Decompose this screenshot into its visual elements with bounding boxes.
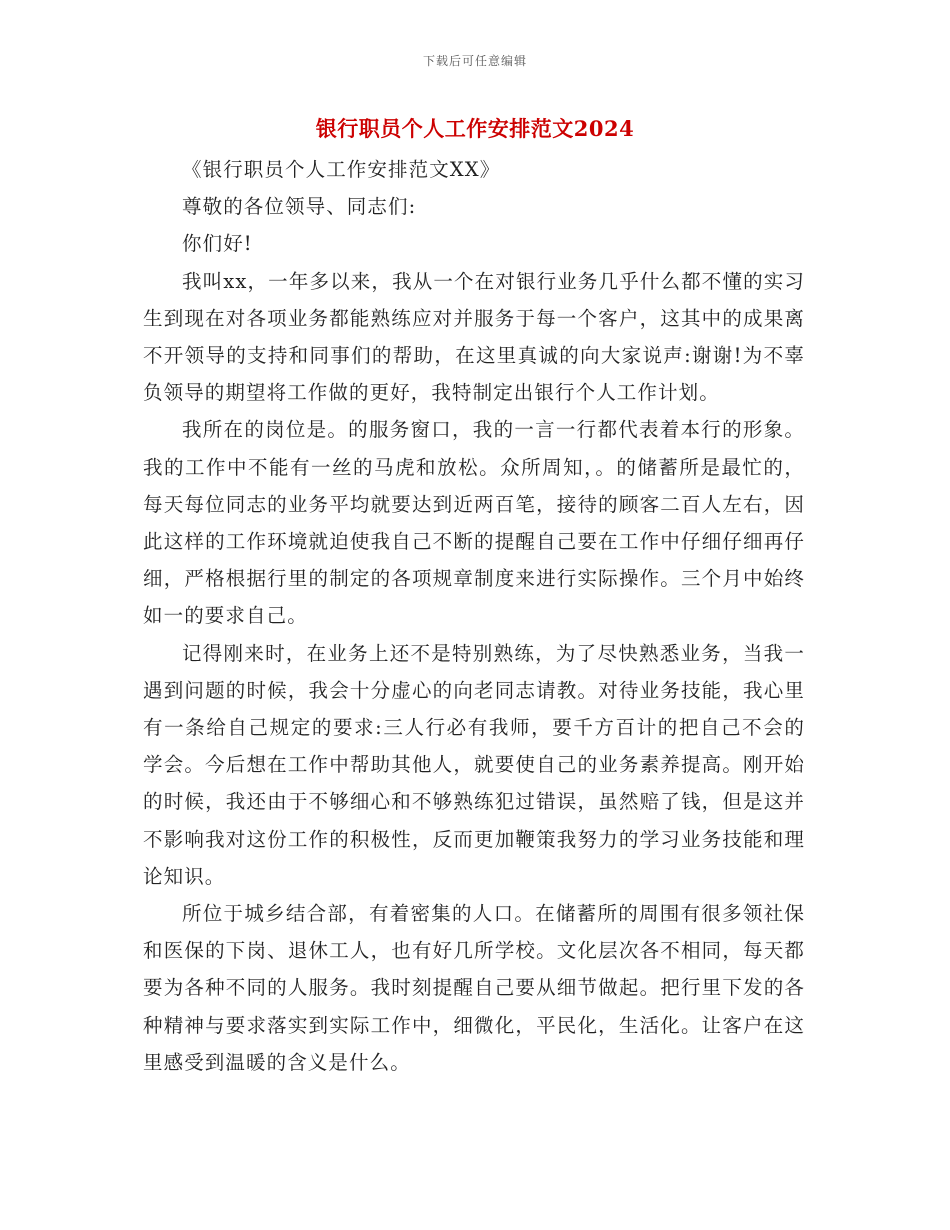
paragraph-subtitle: 《银行职员个人工作安排范文XX》 bbox=[182, 158, 501, 181]
paragraph-position: 我所在的岗位是。的服务窗口，我的一言一行都代表着本行的形象。我的工作中不能有一丝的马虎和放松。众所周知，。的储蓄所是最忙的，每天每位同志的业务平均就要达到近两百笔，接待的顾客二百人左右，因此这样的工作环境就迫使我自己不断的提醒自己要在工作中仔细仔细再仔细，严格根据行里的制定的各项规章制度来进行实际操作。三个月中始终如一的要求自己。 bbox=[143, 418, 805, 628]
paragraph-greeting: 你们好! bbox=[182, 232, 253, 256]
page-header-note: 下载后可任意编辑 bbox=[422, 54, 527, 68]
paragraph-learning: 记得刚来时，在业务上还不是特别熟练，为了尽快熟悉业务，当我一遇到问题的时候，我会十分虚心的向老同志请教。对待业务技能，我心里有一条给自己规定的要求:三人行必有我师，要千方百计的把自己不会的学会。今后想在工作中帮助其他人，就要使自己的业务素养提高。刚开始的时候，我还由于不够细心和不够熟练犯过错误，虽然赔了钱，但是这并不影响我对这份工作的积极性，反而更加鞭策我努力的学习业务技能和理论知识。 bbox=[143, 641, 805, 888]
document-body bbox=[143, 151, 805, 1081]
paragraph-salutation: 尊敬的各位领导、同志们: bbox=[182, 195, 417, 219]
document-title: 银行职员个人工作安排范文2024 bbox=[315, 116, 635, 141]
paragraph-location: 所位于城乡结合部，有着密集的人口。在储蓄所的周围有很多领社保和医保的下岗、退休工人，也有好几所学校。文化层次各不相同，每天都要为各种不同的人服务。我时刻提醒自己要从细节做起。把行里下发的各种精神与要求落实到实际工作中，细微化，平民化，生活化。让客户在这里感受到温暖的含义是什么。 bbox=[143, 902, 805, 1074]
paragraph-introduction: 我叫xx，一年多以来，我从一个在对银行业务几乎什么都不懂的实习生到现在对各项业务都能熟练应对并服务于每一个客户，这其中的成果离不开领导的支持和同事们的帮助，在这里真诚的向大家说声:谢谢!为不辜负领导的期望将工作做的更好，我特制定出银行个人工作计划。 bbox=[143, 269, 805, 405]
